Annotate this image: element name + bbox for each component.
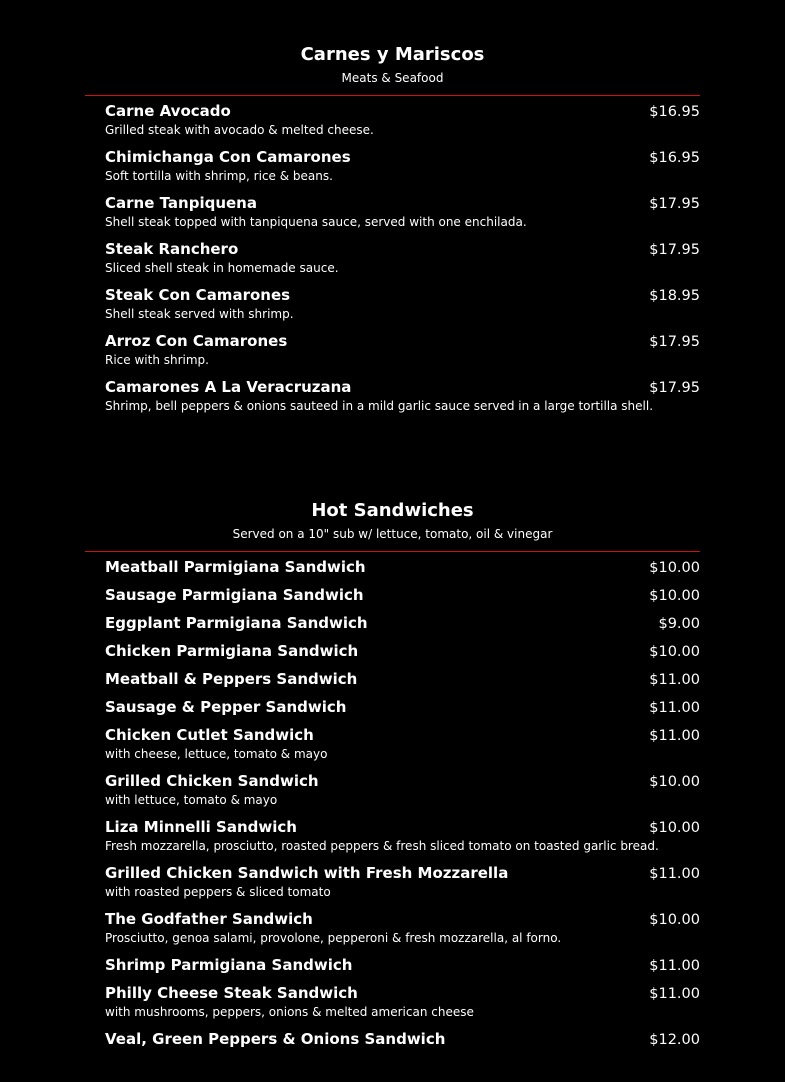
item-price: $11.00 [649,700,700,716]
item-description: with cheese, lettuce, tomato & mayo [105,747,328,761]
section-subtitle: Meats & Seafood [341,71,444,85]
item-price: $10.00 [649,588,700,604]
menu-item [105,693,700,721]
item-price: $16.95 [649,150,700,166]
item-price: $10.00 [649,912,700,928]
item-name: Veal, Green Peppers & Onions Sandwich [105,1030,446,1048]
item-price: $18.95 [649,288,700,304]
item-price: $17.95 [649,196,700,212]
item-price: $11.00 [649,728,700,744]
item-price: $11.00 [649,672,700,688]
item-price: $11.00 [649,958,700,974]
item-price: $11.00 [649,986,700,1002]
item-price: $10.00 [649,644,700,660]
item-name: Chicken Cutlet Sandwich [105,726,314,744]
item-price: $9.00 [658,616,700,632]
item-name: Steak Con Camarones [105,286,291,304]
item-price: $17.95 [649,380,700,396]
item-name: Grilled Chicken Sandwich with Fresh Mozzarella [105,864,509,882]
section-title: Carnes y Mariscos [300,44,485,65]
item-price: $12.00 [649,1032,700,1048]
item-description: Fresh mozzarella, prosciutto, roasted peppers & fresh sliced tomato on toasted garlic bread. [105,839,659,853]
menu-item [105,97,700,143]
menu-item [105,189,700,235]
item-description: Shell steak served with shrimp. [105,307,294,321]
item-name: Philly Cheese Steak Sandwich [105,984,358,1002]
item-price: $10.00 [649,774,700,790]
item-name: Meatball Parmigiana Sandwich [105,558,366,576]
item-description: Shrimp, bell peppers & onions sauteed in a mild garlic sauce served in a large tortilla shell. [105,399,654,413]
section-carnes-y-mariscos [85,44,700,419]
menu-item [105,979,700,1025]
item-price: $10.00 [649,820,700,836]
section-title: Hot Sandwiches [311,500,474,521]
item-name: Sausage Parmigiana Sandwich [105,586,364,604]
item-description: Sliced shell steak in homemade sauce. [105,261,339,275]
menu-item [105,951,700,979]
menu-item [105,609,700,637]
item-name: Camarones A La Veracruzana [105,378,352,396]
menu-item [105,235,700,281]
item-name: Sausage & Pepper Sandwich [105,698,347,716]
item-name: Eggplant Parmigiana Sandwich [105,614,368,632]
item-description: Soft tortilla with shrimp, rice & beans. [105,169,333,183]
menu-item [105,1025,700,1053]
menu-item [105,143,700,189]
item-price: $17.95 [649,334,700,350]
item-name: Chicken Parmigiana Sandwich [105,642,359,660]
menu-item [105,581,700,609]
item-description: Prosciutto, genoa salami, provolone, pepperoni & fresh mozzarella, al forno. [105,931,562,945]
item-description: Shell steak topped with tanpiquena sauce, served with one enchilada. [105,215,527,229]
item-description: Grilled steak with avocado & melted cheese. [105,123,374,137]
item-price: $17.95 [649,242,700,258]
menu-item [105,281,700,327]
menu-item [105,859,700,905]
item-price: $10.00 [649,560,700,576]
item-price: $16.95 [649,104,700,120]
item-description: Rice with shrimp. [105,353,209,367]
item-description: with lettuce, tomato & mayo [105,793,278,807]
section-subtitle: Served on a 10" sub w/ lettuce, tomato, oil & vinegar [232,527,553,541]
menu-item-list [85,552,700,1053]
item-name: Steak Ranchero [105,240,239,258]
item-name: The Godfather Sandwich [105,910,313,928]
item-name: Meatball & Peppers Sandwich [105,670,358,688]
item-name: Chimichanga Con Camarones [105,148,351,166]
menu-item [105,637,700,665]
menu-item [105,905,700,951]
menu-item [105,721,700,767]
menu-item-list [85,96,700,419]
item-description: with roasted peppers & sliced tomato [105,885,331,899]
item-name: Liza Minnelli Sandwich [105,818,297,836]
menu-item [105,665,700,693]
item-name: Carne Avocado [105,102,231,120]
item-name: Arroz Con Camarones [105,332,288,350]
item-name: Grilled Chicken Sandwich [105,772,319,790]
menu-item [105,767,700,813]
item-name: Shrimp Parmigiana Sandwich [105,956,353,974]
menu-item [105,373,700,419]
section-hot-sandwiches [85,500,700,1053]
menu-item [105,813,700,859]
item-price: $11.00 [649,866,700,882]
item-description: with mushrooms, peppers, onions & melted american cheese [105,1005,474,1019]
menu-item [105,327,700,373]
menu-item [105,553,700,581]
item-name: Carne Tanpiquena [105,194,257,212]
